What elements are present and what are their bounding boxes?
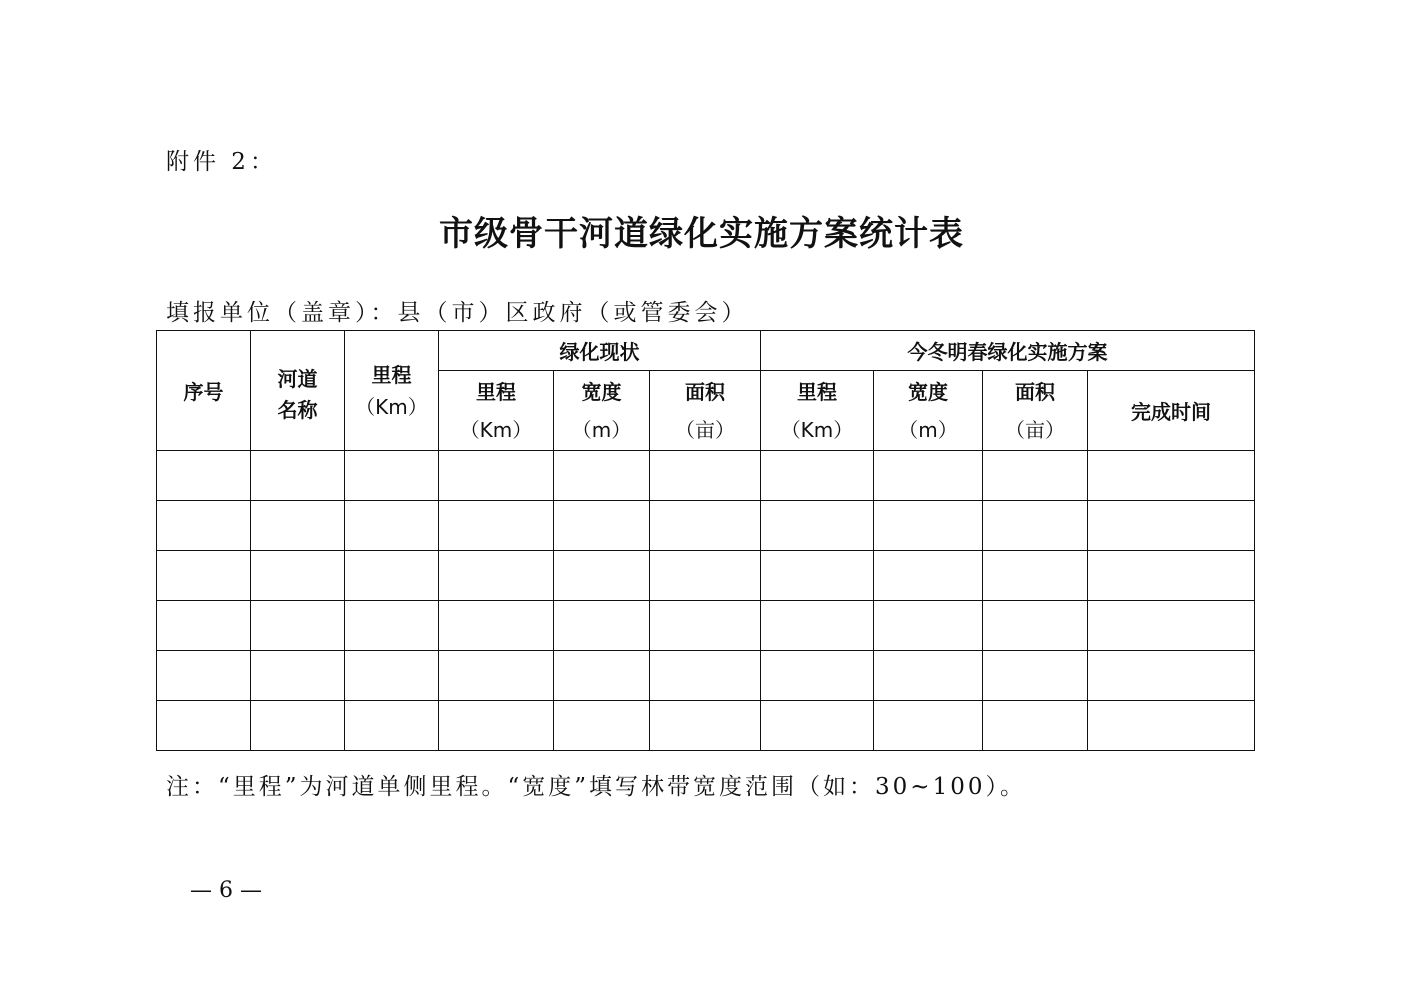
header-current-width: 宽度 （m） — [554, 371, 650, 451]
table-cell[interactable] — [650, 551, 761, 601]
header-plan-width: 宽度 （m） — [874, 371, 983, 451]
table-cell[interactable] — [874, 701, 983, 751]
table-cell[interactable] — [983, 601, 1088, 651]
table-cell[interactable] — [874, 551, 983, 601]
header-mileage: 里程 （Km） — [345, 331, 439, 451]
table-cell[interactable] — [157, 501, 251, 551]
header-index: 序号 — [157, 331, 251, 451]
table-cell[interactable] — [761, 551, 874, 601]
table-cell[interactable] — [761, 651, 874, 701]
table-row — [157, 551, 1255, 601]
table-cell[interactable] — [345, 451, 439, 501]
table-cell[interactable] — [157, 601, 251, 651]
table-cell[interactable] — [439, 551, 554, 601]
table-cell[interactable] — [251, 701, 345, 751]
table-cell[interactable] — [251, 501, 345, 551]
table-cell[interactable] — [439, 601, 554, 651]
table-cell[interactable] — [554, 601, 650, 651]
table-cell[interactable] — [983, 551, 1088, 601]
table-cell[interactable] — [251, 601, 345, 651]
table-row — [157, 451, 1255, 501]
page-number: — 6 — — [190, 878, 262, 903]
table-cell[interactable] — [554, 501, 650, 551]
table-cell[interactable] — [251, 651, 345, 701]
table-cell[interactable] — [874, 601, 983, 651]
table-cell[interactable] — [1088, 551, 1255, 601]
table-cell[interactable] — [650, 701, 761, 751]
table-cell[interactable] — [157, 551, 251, 601]
table-cell[interactable] — [1088, 501, 1255, 551]
header-plan-completion: 完成时间 — [1088, 371, 1255, 451]
table-cell[interactable] — [439, 701, 554, 751]
table-cell[interactable] — [1088, 651, 1255, 701]
table-cell[interactable] — [345, 601, 439, 651]
header-plan-mileage: 里程 （Km） — [761, 371, 874, 451]
table-cell[interactable] — [345, 651, 439, 701]
table-cell[interactable] — [761, 501, 874, 551]
table-cell[interactable] — [650, 651, 761, 701]
header-group-current: 绿化现状 — [439, 331, 761, 371]
table-row — [157, 701, 1255, 751]
table-cell[interactable] — [1088, 451, 1255, 501]
table-cell[interactable] — [761, 451, 874, 501]
table-cell[interactable] — [157, 451, 251, 501]
table-cell[interactable] — [874, 501, 983, 551]
table-cell[interactable] — [983, 651, 1088, 701]
table-cell[interactable] — [1088, 601, 1255, 651]
statistics-table — [156, 330, 1255, 751]
header-plan-area: 面积 （亩） — [983, 371, 1088, 451]
table-cell[interactable] — [554, 551, 650, 601]
table-cell[interactable] — [439, 451, 554, 501]
table-cell[interactable] — [874, 451, 983, 501]
table-cell[interactable] — [345, 551, 439, 601]
table-cell[interactable] — [554, 651, 650, 701]
header-group-plan: 今冬明春绿化实施方案 — [761, 331, 1255, 371]
table-cell[interactable] — [761, 701, 874, 751]
table-cell[interactable] — [874, 651, 983, 701]
table-cell[interactable] — [650, 451, 761, 501]
table-cell[interactable] — [251, 551, 345, 601]
footnote: 注：“里程”为河道单侧里程。“宽度”填写林带宽度范围（如：30~100）。 — [166, 774, 1026, 800]
table-cell[interactable] — [650, 601, 761, 651]
table-cell[interactable] — [1088, 701, 1255, 751]
table-row — [157, 501, 1255, 551]
table-cell[interactable] — [439, 501, 554, 551]
header-current-mileage: 里程 （Km） — [439, 371, 554, 451]
table-cell[interactable] — [157, 701, 251, 751]
table-cell[interactable] — [554, 701, 650, 751]
reporting-unit-line: 填报单位（盖章）：县（市）区政府（或管委会） — [166, 300, 749, 326]
table-cell[interactable] — [983, 501, 1088, 551]
table-row — [157, 601, 1255, 651]
document-title: 市级骨干河道绿化实施方案统计表 — [439, 214, 964, 254]
attachment-label: 附件 2： — [166, 149, 277, 175]
header-current-area: 面积 （亩） — [650, 371, 761, 451]
table-cell[interactable] — [345, 701, 439, 751]
table-cell[interactable] — [439, 651, 554, 701]
table-row — [157, 651, 1255, 701]
table-cell[interactable] — [251, 451, 345, 501]
table-cell[interactable] — [650, 501, 761, 551]
table-cell[interactable] — [983, 451, 1088, 501]
table-cell[interactable] — [345, 501, 439, 551]
table-cell[interactable] — [157, 651, 251, 701]
header-river-name: 河道 名称 — [251, 331, 345, 451]
table-cell[interactable] — [554, 451, 650, 501]
table-cell[interactable] — [761, 601, 874, 651]
table-cell[interactable] — [983, 701, 1088, 751]
